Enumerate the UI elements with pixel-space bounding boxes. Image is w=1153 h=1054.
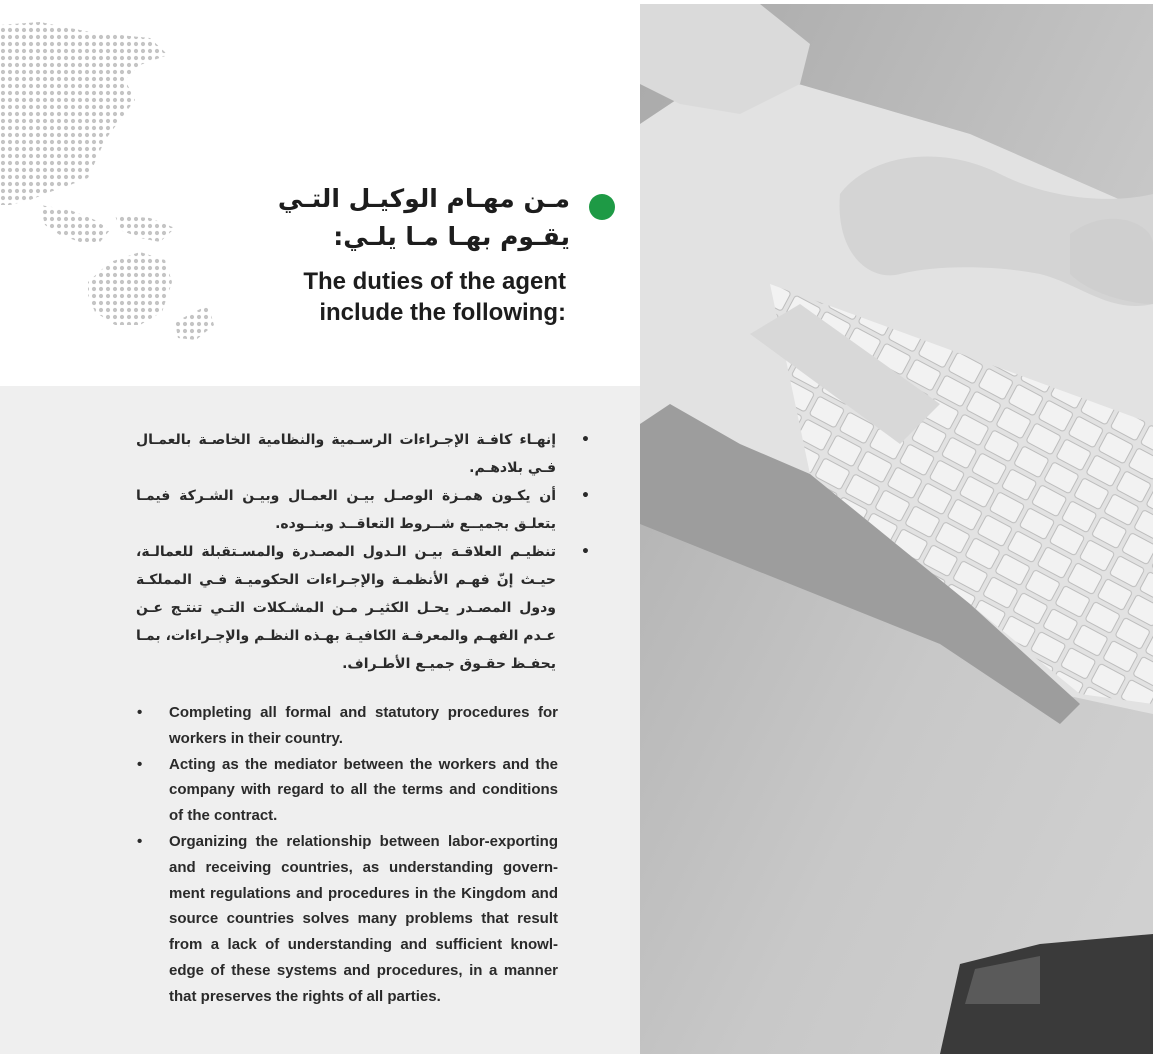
typing-on-keyboard-photo <box>640 4 1153 1054</box>
header-area <box>0 0 640 386</box>
list-item: • أن يكـون همـزة الوصـل بيـن العمـال وبيـن الشـركة فيمـا يتعلـق بجميــع شــروط التعاقــد وبنــوده. <box>136 482 594 538</box>
bullet-marker-green <box>589 194 615 220</box>
heading-arabic: مـن مهـام الوكيـل التـي يقـوم بهـا مـا يلـي: <box>277 184 570 251</box>
heading-english: The duties of the agent include the following: <box>303 268 566 326</box>
list-item: • تنظيـم العلاقـة بيـن الـدول المصـدرة والمسـتقبلة للعمالـة، حيـث إنّ فهـم الأنظمـة والإجـراءات الحكوميـة فـي المملكـة ودول المصـدر يحـل الكثيـر مـن المشـكلات التـي تنتـج عـن عـدم الفهـم والمعرفـة الكافيـة بهـذه النظـم والإجـراءات، بمـا يحفـظ حقـوق جميـع الأطـراف. <box>136 538 594 678</box>
list-item: • Completing all formal and statutory procedures for workers in their country. <box>134 700 558 752</box>
list-item: • Organizing the relationship between labor-exporting and receiving countries, as understanding govern-ment regulations and procedures in the Kingdom and source countries solves many problems that result from a lack of understanding and sufficient knowl-edge of these systems and procedures, in a manner that preserves the rights of all parties. <box>134 829 558 1010</box>
english-duties-list <box>134 700 558 1010</box>
arabic-duties-list <box>136 426 594 678</box>
world-map-dots-graphic <box>0 20 240 350</box>
list-item: • Acting as the mediator between the workers and the company with regard to all the terms and conditions of the contract. <box>134 752 558 829</box>
list-item: • إنهـاء كافـة الإجـراءات الرسـمية والنظامية الخاصـة بالعمـال فـي بلادهـم. <box>136 426 594 482</box>
